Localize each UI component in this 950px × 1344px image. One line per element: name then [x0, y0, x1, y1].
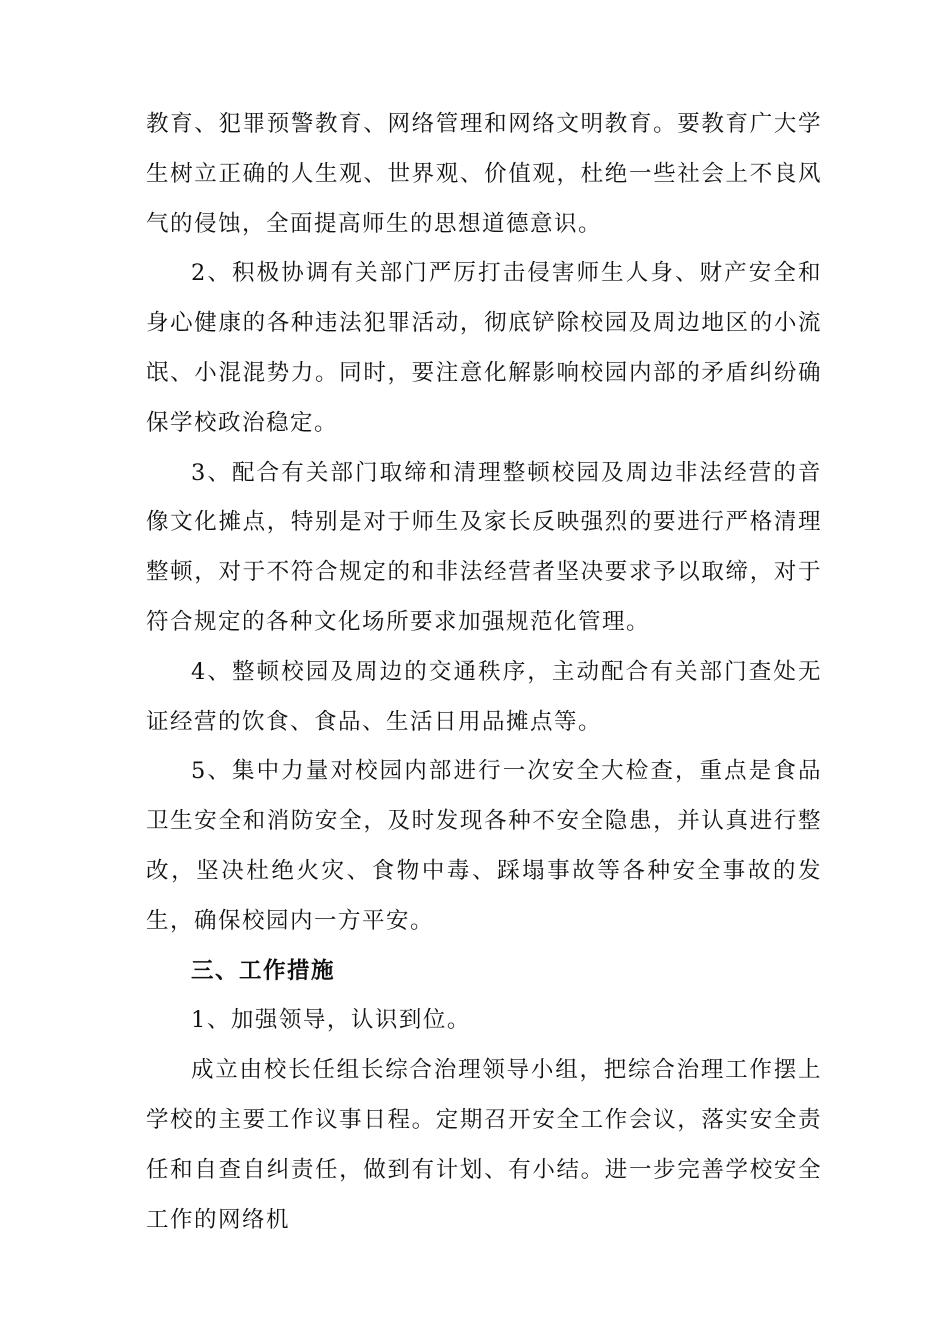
document-page: [146, 100, 822, 1245]
paragraph-leadership-group: 成立由校长任组长综合治理领导小组，把综合治理工作摆上学校的主要工作议事日程。定期召开安全工作会议，落实安全责任和自查自纠责任，做到有计划、有小结。进一步完善学校安全工作的网络机: [146, 1057, 822, 1233]
subheading-strengthen-leadership: 1、加强领导，认识到位。: [191, 1007, 471, 1034]
paragraph-continuation: 教育、犯罪预警教育、网络管理和网络文明教育。要教育广大学生树立正确的人生观、世界观、价值观，杜绝一些社会上不良风气的侵蚀，全面提高师生的思想道德意识。: [146, 111, 822, 237]
paragraph-item-3: 3、配合有关部门取缔和清理整顿校园及周边非法经营的音像文化摊点，特别是对于师生及家长反映强烈的要进行严格清理整顿，对于不符合规定的和非法经营者坚决要求予以取缔，对于符合规定的各种文化场所要求加强规范化管理。: [146, 459, 822, 635]
paragraph-item-4: 4、整顿校园及周边的交通秩序，主动配合有关部门查处无证经营的饮食、食品、生活日用品摊点等。: [146, 658, 822, 735]
paragraph-item-2: 2、积极协调有关部门严厉打击侵害师生人身、财产安全和身心健康的各种违法犯罪活动，彻底铲除校园及周边地区的小流氓、小混混势力。同时，要注意化解影响校园内部的矛盾纠纷确保学校政治稳定。: [146, 260, 822, 436]
paragraph-item-5: 5、集中力量对校园内部进行一次安全大检查，重点是食品卫生安全和消防安全，及时发现各种不安全隐患，并认真进行整改，坚决杜绝火灾、食物中毒、踩塌事故等各种安全事故的发生，确保校园内一方平安。: [146, 758, 822, 934]
section-heading-work-measures: 三、工作措施: [191, 957, 336, 984]
